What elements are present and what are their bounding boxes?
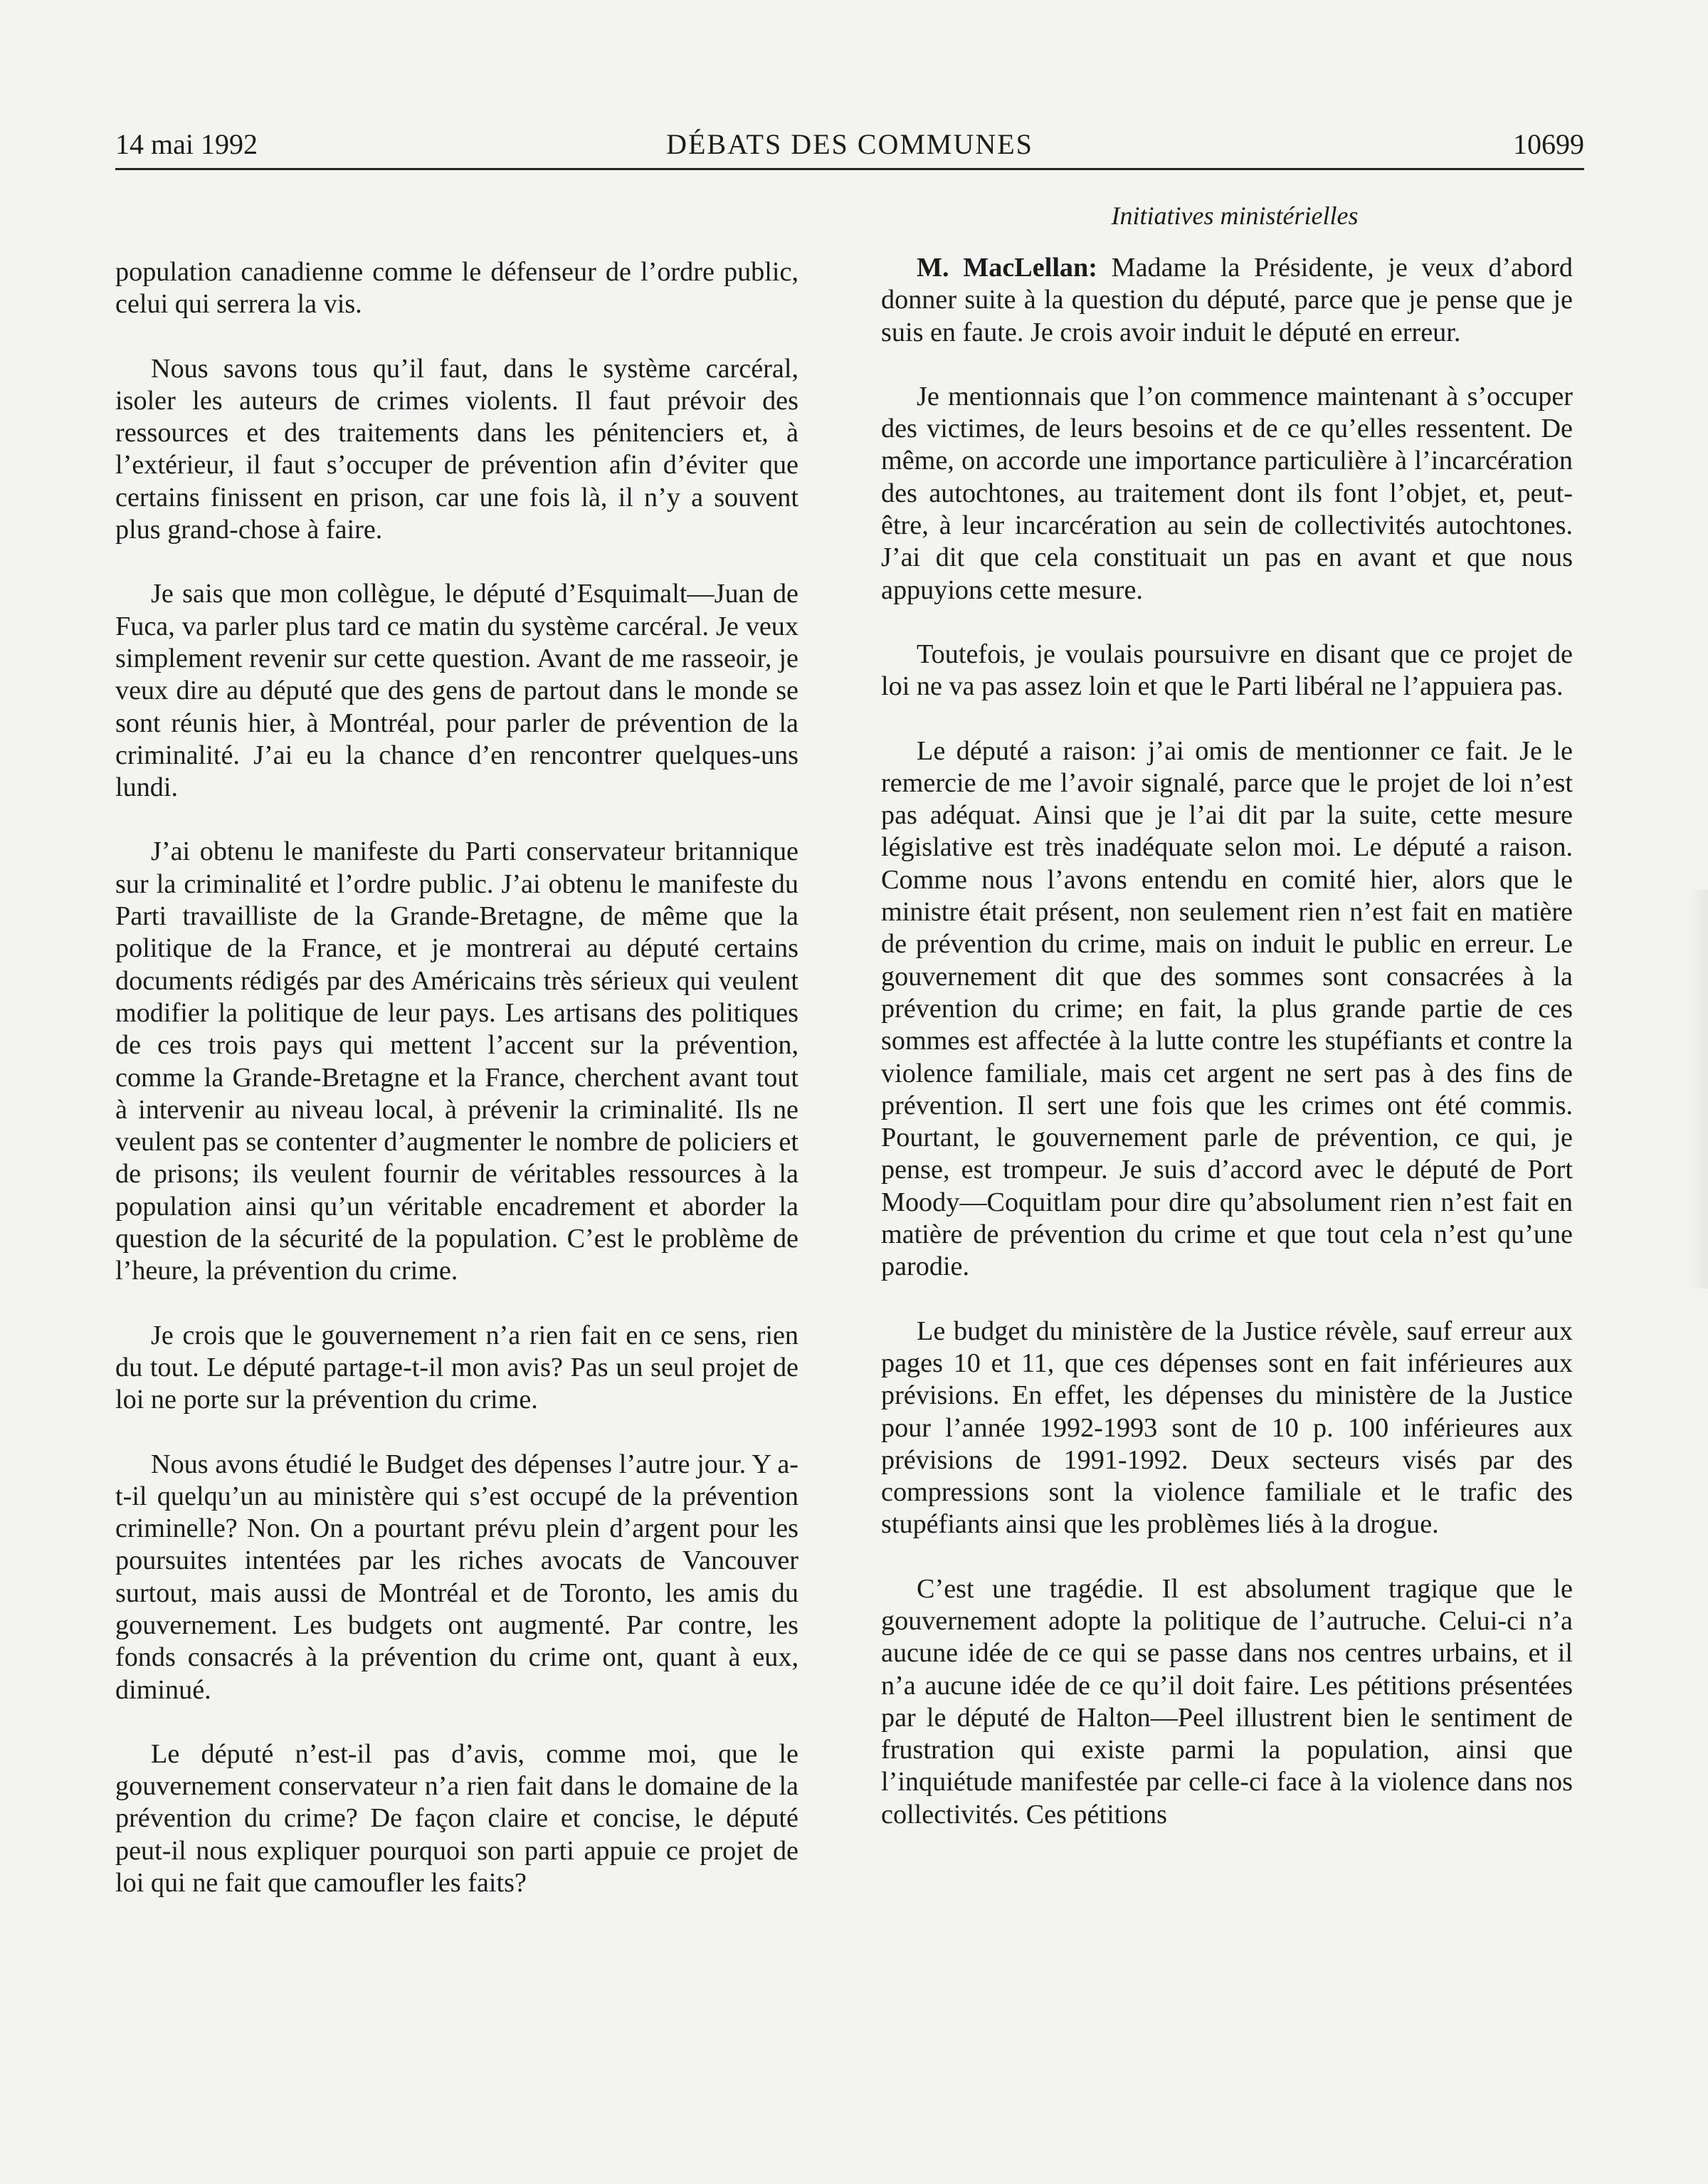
right-paragraph-5: Le budget du ministère de la Justice révèle, sauf erreur aux pages 10 et 11, que ces dépenses sont en fait inférieures aux prévisions. En effet, les dépenses du ministère de la Justice pour l’année 1992-1993 sont de 10 p. 100 inférieures aux prévisions de 1991-1992. Deux secteurs visés par des compressions sont la violence familiale et le trafic des stupéfiants ainsi que les problèmes liés à la drogue. [881, 1316, 1573, 1540]
right-paragraph-3: Toutefois, je voulais poursuivre en disant que ce projet de loi ne va pas assez loin et que le Parti libéral ne l’appuiera pas. [881, 639, 1573, 702]
right-paragraph-6: C’est une tragédie. Il est absolument tragique que le gouvernement adopte la politique de l’autruche. Celui-ci n’a aucune idée de ce qui se passe dans nos centres urbains, et il n’a aucune idée de ce qu’il doit faire. Les pétitions présentées par le député de Halton—Peel illustrent bien le sentiment de frustration qui existe parmi la population, ainsi que l’inquiétude manifestée par celle-ci face à la violence dans nos collectivités. Ces pétitions [881, 1573, 1573, 1829]
left-paragraph-7: Le député n’est-il pas d’avis, comme moi, que le gouvernement conservateur n’a rien fait dans le domaine de la prévention du crime? De façon claire et concise, le député peut-il nous expliquer pourquoi son parti appuie ce projet de loi qui ne fait que camoufler les faits? [115, 1738, 798, 1899]
left-paragraph-6: Nous avons étudié le Budget des dépenses l’autre jour. Y a-t-il quelqu’un au ministère qui s’est occupé de la prévention criminelle? Non. On a pourtant prévu plein d’argent pour les poursuites intentées par les riches avocats de Vancouver surtout, mais aussi de Montréal et de Toronto, les amis du gouvernement. Les budgets ont augmenté. Par contre, les fonds consacrés à la prévention du crime ont, quant à eux, diminué. [115, 1449, 798, 1705]
right-paragraph-2: Je mentionnais que l’on commence maintenant à s’occuper des victimes, de leurs besoins et de ce qu’elles ressentent. De même, on accorde une importance particulière à l’incarcération des autochtones, au traitement dont ils font l’objet, et, peut-être, à leur incarcération au sein de collectivités autochtones. J’ai dit que cela constituait un pas en avant et que nous appuyions cette mesure. [881, 381, 1573, 605]
left-paragraph-5: Je crois que le gouvernement n’a rien fait en ce sens, rien du tout. Le député partage-t-il mon avis? Pas un seul projet de loi ne porte sur la prévention du crime. [115, 1320, 798, 1415]
right-paragraph-4: Le député a raison: j’ai omis de mentionner ce fait. Je le remercie de me l’avoir signalé, parce que le projet de loi n’est pas adéquat. Ainsi que je l’ai dit par la suite, cette mesure législative est très inadéquate selon moi. Le député a raison. Comme nous l’avons entendu en comité hier, alors que le ministre était présent, non seulement rien n’est fait en matière de prévention du crime, mais on induit le public en erreur. Le gouvernement dit que des sommes sont consacrées à la prévention du crime; en fait, la plus grande partie de ces sommes est affectée à la lutte contre les stupéfiants et contre la violence familiale, mais cet argent ne sert pas à des fins de prévention. Il sert une fois que les crimes ont été commis. Pourtant, le gouvernement parle de prévention, ce qui, je pense, est trompeur. Je suis d’accord avec le député de Port Moody—Coquitlam pour dire qu’absolument rien n’est fait en matière de prévention du crime et que tout cela n’est qu’une parodie. [881, 735, 1573, 1282]
right-paragraph-1-text: Madame la Présidente, je veux d’abord donner suite à la question du député, parce que je pense que je suis en faute. Je crois avoir induit le député en erreur. [881, 253, 1573, 347]
left-paragraph-2: Nous savons tous qu’il faut, dans le système carcéral, isoler les auteurs de crimes violents. Il faut prévoir des ressources et des traitements dans les pénitenciers et, à l’extérieur, il faut s’occuper de prévention afin d’éviter que certains finissent en prison, car une fois là, il n’y a souvent plus grand-chose à faire. [115, 353, 798, 545]
header-rule [115, 168, 1584, 170]
section-label: Initiatives ministérielles [1111, 201, 1359, 230]
page-edge-shadow [1688, 890, 1708, 1288]
left-paragraph-3: Je sais que mon collègue, le député d’Esquimalt—Juan de Fuca, va parler plus tard ce matin du système carcéral. Je veux simplement revenir sur cette question. Avant de me rasseoir, je veux dire au député que des gens de partout dans le monde se sont réunis hier, à Montréal, pour parler de prévention de la criminalité. J’ai eu la chance d’en rencontrer quelques-uns lundi. [115, 579, 798, 803]
right-paragraph-1 [881, 252, 1573, 349]
speaker-name: M. MacLellan: [917, 253, 1097, 283]
header-date: 14 mai 1992 [115, 128, 258, 160]
left-paragraph-1: population canadienne comme le défenseur de l’ordre public, celui qui serrera la vis. [115, 257, 798, 320]
header-page-number: 10699 [1513, 128, 1584, 160]
right-column [881, 252, 1573, 1831]
header-title: DÉBATS DES COMMUNES [666, 128, 1033, 160]
left-paragraph-4: J’ai obtenu le manifeste du Parti conservateur britannique sur la criminalité et l’ordre public. J’ai obtenu le manifeste du Parti travailliste de la Grande-Bretagne, de même que la politique de la France, et je montrerai au député certains documents rédigés par des Américains très sérieux qui veulent modifier la politique de leur pays. Les artisans des politiques de ces trois pays qui mettent l’accent sur la prévention, comme la Grande-Bretagne et la France, cherchent avant tout à intervenir au niveau local, à prévenir la criminalité. Ils ne veulent pas se contenter d’augmenter le nombre de policiers et de prisons; ils veulent fournir de véritables ressources à la population ainsi qu’un véritable encadrement et aborder la question de la sécurité de la population. C’est le problème de l’heure, la prévention du crime. [115, 836, 798, 1286]
page-header [115, 127, 1584, 162]
left-column [115, 256, 798, 1899]
